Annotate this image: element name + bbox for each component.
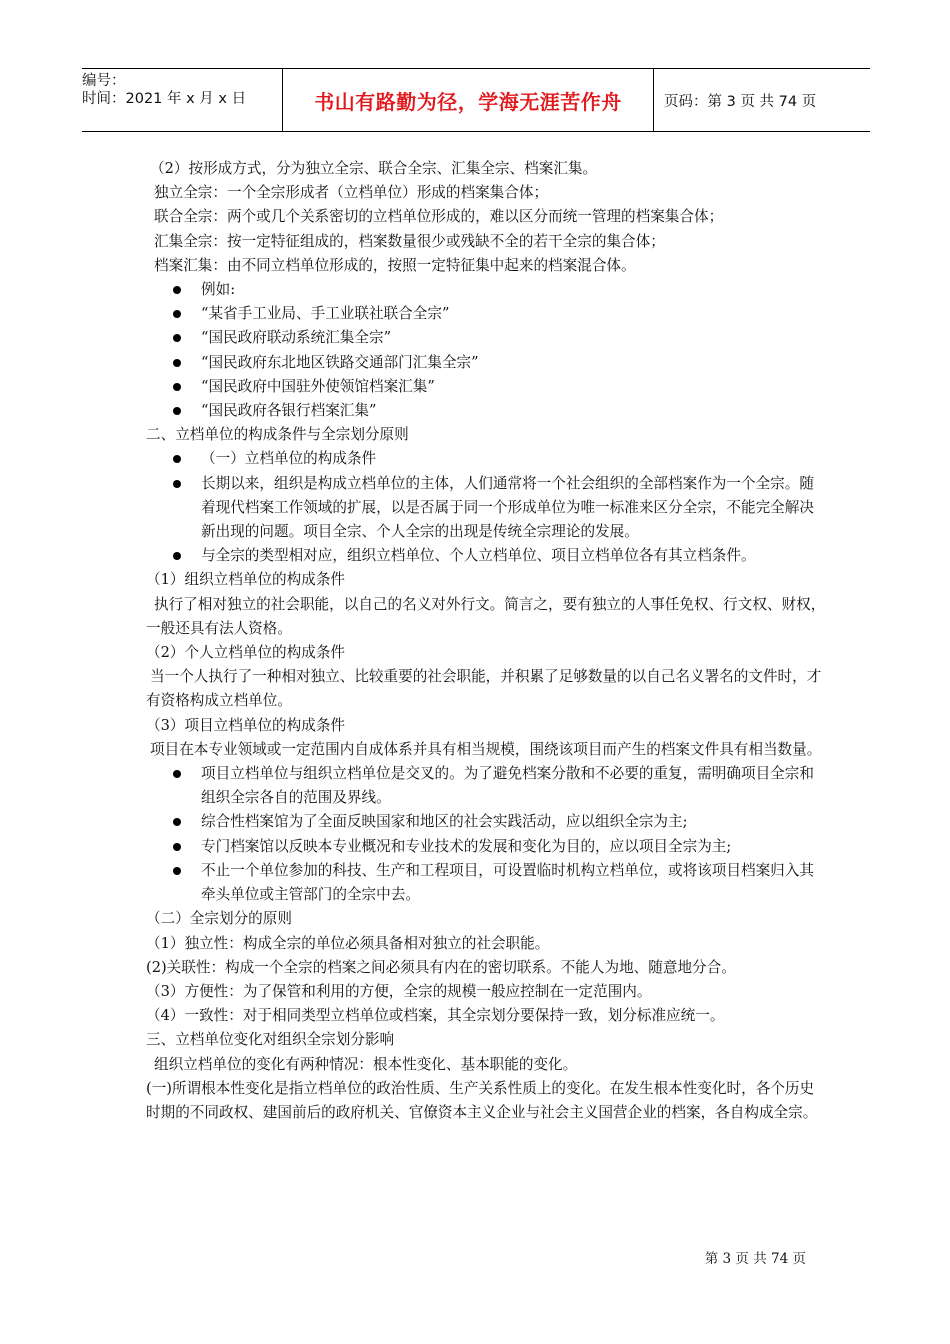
bullet-dot-icon [173, 770, 181, 778]
paragraph: 联合全宗：两个或几个关系密切的立档单位形成的，难以区分而统一管理的档案集合体； [154, 208, 724, 226]
bullet-dot-icon [173, 310, 181, 318]
header-page-number: 页码：第 3 页 共 74 页 [664, 93, 817, 110]
bullet-item [146, 835, 826, 859]
bullet-text: 综合性档案馆为了全面反映国家和地区的社会实践活动，应以组织全宗为主; [201, 813, 688, 831]
bullet-item [146, 447, 826, 471]
page-header [82, 68, 870, 132]
bullet-dot-icon [173, 407, 181, 415]
paragraph: （2）按形成方式，分为独立全宗、联合全宗、汇集全宗、档案汇集。 [150, 160, 598, 177]
bullet-item [146, 762, 826, 810]
header-meta [82, 69, 282, 131]
bullet-text: “国民政府东北地区铁路交通部门汇集全宗” [201, 353, 479, 371]
bullet-dot-icon [173, 480, 181, 488]
paragraph: (2)关联性：构成一个全宗的档案之间必须具有内在的密切联系。不能人为地、随意地分合。 [146, 958, 736, 976]
page-footer-number: 第 3 页 共 74 页 [704, 1251, 806, 1267]
bullet-item [146, 399, 826, 423]
paragraph: （4）一致性：对于相同类型立档单位或档案，其全宗划分要保持一致，划分标准应统一。 [146, 1007, 725, 1025]
paragraph: （二）全宗划分的原则 [146, 910, 292, 928]
bullet-dot-icon [173, 867, 181, 875]
bullet-text: “某省手工业局、手工业联社联合全宗” [201, 305, 450, 323]
bullet-text: “国民政府中国驻外使领馆档案汇集” [201, 377, 435, 395]
header-motto: 书山有路勤为径，学海无涯苦作舟 [282, 69, 654, 131]
bullet-dot-icon [173, 818, 181, 826]
bullet-text: （一）立档单位的构成条件 [201, 450, 377, 468]
paragraph: 组织立档单位的变化有两种情况：根本性变化、基本职能的变化。 [154, 1055, 578, 1073]
paragraph: 当一个人执行了一种相对独立、比较重要的社会职能，并积累了足够数量的以自己名义署名的文件时，才有资格构成立档单位。 [146, 668, 822, 710]
paragraph: 独立全宗：一个全宗形成者（立档单位）形成的档案集合体； [154, 184, 549, 202]
paragraph: (一)所谓根本性变化是指立档单位的政治性质、生产关系性质上的变化。在发生根本性变化时，各个历史时期的不同政权、建国前后的政府机关、官僚资本主义企业与社会主义国营企业的档案，各自构成全宗。 [146, 1079, 818, 1121]
bullet-item [146, 326, 826, 350]
bullet-dot-icon [173, 383, 181, 391]
bullet-text: 与全宗的类型相对应，组织立档单位、个人立档单位、项目立档单位各有其立档条件。 [201, 547, 756, 565]
paragraph: （3）项目立档单位的构成条件 [146, 716, 346, 734]
paragraph: （1）独立性：构成全宗的单位必须具备相对独立的社会职能。 [146, 934, 550, 952]
bullet-text: 专门档案馆以反映本专业概况和专业技术的发展和变化为目的，应以项目全宗为主; [201, 837, 732, 855]
bullet-item [146, 375, 826, 399]
paragraph: （1）组织立档单位的构成条件 [146, 571, 346, 589]
paragraph: （2）个人立档单位的构成条件 [146, 644, 346, 662]
bullet-text: 长期以来，组织是构成立档单位的主体，人们通常将一个社会组织的全部档案作为一个全宗。随着现代档案工作领域的扩展，以是否属于同一个形成单位为唯一标准来区分全宗，不能完全解决新出现的问题。项目全宗、个人全宗的出现是传统全宗理论的发展。 [201, 474, 814, 541]
bullet-dot-icon [173, 359, 181, 367]
bullet-text: “国民政府各银行档案汇集” [201, 402, 377, 420]
document-date-label: 时间：2021 年 x 月 x 日 [82, 91, 247, 107]
bullet-dot-icon [173, 455, 181, 463]
bullet-item [146, 859, 826, 907]
paragraph: 执行了相对独立的社会职能，以自己的名义对外行文。简言之，要有独立的人事任免权、行文权、财权，一般还具有法人资格。 [146, 595, 826, 637]
bullet-dot-icon [173, 286, 181, 294]
bullet-item [146, 472, 826, 545]
paragraph: 二、立档单位的构成条件与全宗划分原则 [146, 426, 409, 444]
paragraph: 档案汇集：由不同立档单位形成的，按照一定特征集中起来的档案混合体。 [154, 256, 636, 274]
document-code-label: 编号： [82, 73, 126, 89]
bullet-item [146, 544, 826, 568]
bullet-dot-icon [173, 552, 181, 560]
paragraph: （3）方便性：为了保管和利用的方便，全宗的规模一般应控制在一定范围内。 [146, 982, 652, 1000]
bullet-item [146, 351, 826, 375]
bullet-text: 不止一个单位参加的科技、生产和工程项目，可设置临时机构立档单位，或将该项目档案归入其牵头单位或主管部门的全宗中去。 [201, 861, 814, 904]
paragraph: 汇集全宗：按一定特征组成的，档案数量很少或残缺不全的若干全宗的集合体； [154, 232, 665, 250]
bullet-text: “国民政府联动系统汇集全宗” [201, 329, 392, 347]
bullet-item [146, 302, 826, 326]
bullet-item [146, 278, 826, 302]
paragraph: 项目在本专业领域或一定范围内自成体系并具有相当规模，围绕该项目而产生的档案文件具有相当数量。 [150, 740, 822, 758]
bullet-dot-icon [173, 334, 181, 342]
document-body [146, 157, 826, 1125]
bullet-item [146, 810, 826, 834]
bullet-text: 例如: [201, 281, 236, 299]
bullet-dot-icon [173, 843, 181, 851]
bullet-text: 项目立档单位与组织立档单位是交叉的。为了避免档案分散和不必要的重复，需明确项目全宗和组织全宗各自的范围及界线。 [201, 765, 814, 807]
paragraph: 三、立档单位变化对组织全宗划分影响 [146, 1031, 395, 1049]
